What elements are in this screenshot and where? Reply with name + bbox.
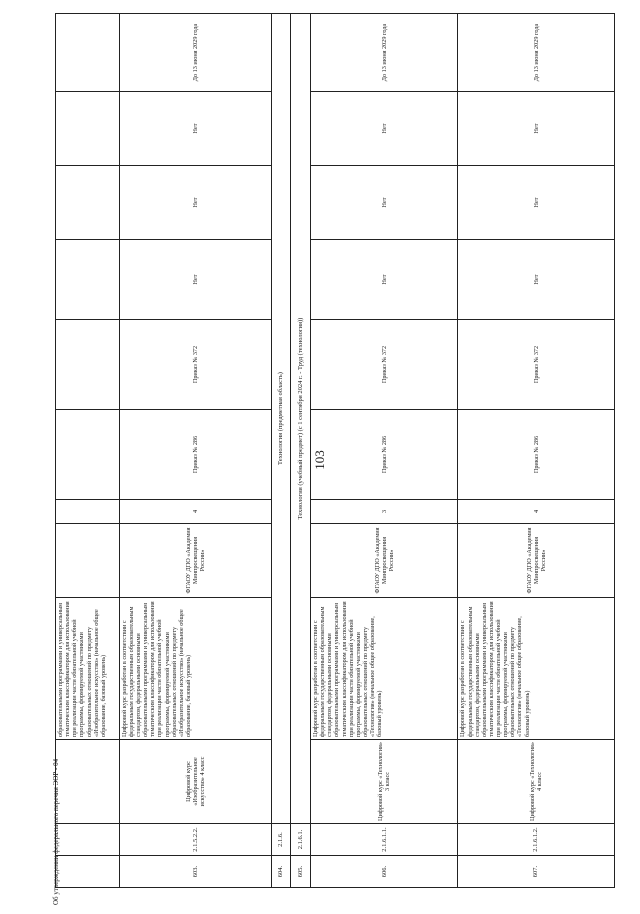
cell-c1: Нет bbox=[458, 240, 615, 320]
cell-no: 604. bbox=[271, 856, 291, 888]
cell-c1: Нет bbox=[119, 240, 271, 320]
section-title: Технология (предметная область) bbox=[271, 14, 291, 824]
cell-c2: Нет bbox=[458, 166, 615, 240]
cell-grade: 4 bbox=[458, 500, 615, 524]
cell-c3: Нет bbox=[458, 92, 615, 166]
cell-c2: Нет bbox=[119, 166, 271, 240]
cell-code: 2.1.6.1.1. bbox=[311, 824, 458, 856]
cell-term: До 13 июня 2029 года bbox=[311, 14, 458, 92]
cell-desc: Цифровой курс разработан в соответствии с федеральным государственным образовательным стандартом, федеральными основными образовательными программами и универсальным тематическим классификатором для использования при реализации части обязательной учебной программы, формируемой участниками образовательных отношений по предмету «Изобразительное искусство» (начальное общее образование, базовый уровень) bbox=[119, 598, 271, 740]
cell-order1: Приказ № 286 bbox=[311, 410, 458, 500]
page-number: 103 bbox=[312, 450, 327, 470]
cell-order1: Приказ № 286 bbox=[458, 410, 615, 500]
cell-code: 2.1.5.2.2. bbox=[119, 824, 271, 856]
cell-no: 603. bbox=[119, 856, 271, 888]
section-row bbox=[291, 14, 311, 888]
cell-code: 2.1.6. bbox=[271, 824, 291, 856]
cell-c1: Нет bbox=[311, 240, 458, 320]
cell-grade: 3 bbox=[311, 500, 458, 524]
cell-order1: Приказ № 286 bbox=[119, 410, 271, 500]
table-row-continuation bbox=[56, 14, 120, 888]
cell-org: ФГАОУ ДПО «Академия Минпросвещения России» bbox=[458, 524, 615, 598]
cell-grade: 4 bbox=[119, 500, 271, 524]
cell-order2: Приказ № 372 bbox=[458, 320, 615, 410]
cell-org: ФГАОУ ДПО «Академия Минпросвещения России» bbox=[311, 524, 458, 598]
cell-no: 606. bbox=[311, 856, 458, 888]
cell-c2: Нет bbox=[311, 166, 458, 240]
cell-term: До 13 июня 2029 года bbox=[119, 14, 271, 92]
cell-no: 605. bbox=[291, 856, 311, 888]
registry-table-rotated bbox=[55, 14, 615, 888]
cell-desc: Цифровой курс разработан в соответствии с федеральным государственным образовательным стандартом, федеральными основными образовательными программами и универсальным тематическим классификатором для использования при реализации части обязательной учебной программы, формируемой участниками образовательных отношений по предмету «Технология» (начальное общее образование, базовый уровень) bbox=[458, 598, 615, 740]
cell-no: 607. bbox=[458, 856, 615, 888]
cell-order2: Приказ № 372 bbox=[119, 320, 271, 410]
footer-note: Об утверждении федерального перечня ЭОР - 04 bbox=[52, 758, 60, 905]
cell-org: ФГАОУ ДПО «Академия Минпросвещения России» bbox=[119, 524, 271, 598]
cell-name: Цифровой курс «Изобразительное искусство» 4 класс bbox=[119, 740, 271, 824]
section-row bbox=[271, 14, 291, 888]
cell-code: 2.1.6.1.2. bbox=[458, 824, 615, 856]
section-title: Технология (учебный предмет) (с 1 сентября 2024 г. - Труд (технология)) bbox=[291, 14, 311, 824]
cell-order2: Приказ № 372 bbox=[311, 320, 458, 410]
cell-name: Цифровой курс «Технология» 3 класс bbox=[311, 740, 458, 824]
cell-c3: Нет bbox=[311, 92, 458, 166]
table-row bbox=[119, 14, 271, 888]
cell-desc: образовательными программами и универсальным тематическим классификатором для использования при реализации части обязательной учебной программы, формируемой участниками образовательных отношений по предмету «Изобразительное искусство» (начальное общее образование, базовый уровень) bbox=[56, 598, 120, 740]
cell-name: Цифровой курс «Технология» 4 класс bbox=[458, 740, 615, 824]
table-row bbox=[458, 14, 615, 888]
cell-c3: Нет bbox=[119, 92, 271, 166]
cell-code: 2.1.6.1. bbox=[291, 824, 311, 856]
cell-term: До 13 июня 2029 года bbox=[458, 14, 615, 92]
registry-table bbox=[55, 13, 615, 888]
cell-desc: Цифровой курс разработан в соответствии с федеральным государственным образовательным стандартом, федеральными основными образовательными программами и универсальным тематическим классификатором для использования при реализации части обязательной учебной программы, формируемой участниками образовательных отношений по предмету «Технология» (начальное общее образование, базовый уровень) bbox=[311, 598, 458, 740]
table-row bbox=[311, 14, 458, 888]
